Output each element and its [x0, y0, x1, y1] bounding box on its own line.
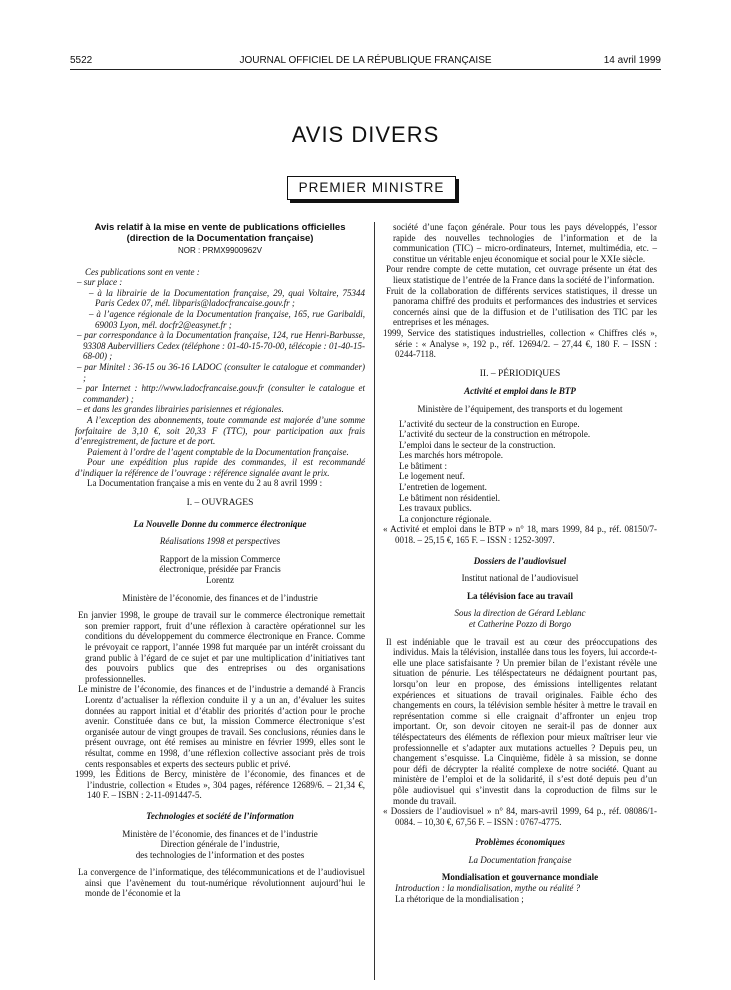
- para-pour-rendre: Pour rendre compte de cette mutation, cet ouvrage présente un état des lieux statistique de l’entrée de la France dans la société de l’information.: [386, 264, 657, 285]
- ministere-economie: Ministère de l’économie, des finances et de l’industrie: [122, 592, 318, 603]
- reference-bercy: 1999, les Éditions de Bercy, ministère de l’économie, des finances et de l’industrie, collection « Etudes », 304 pages, référence 12689/6. – 21,34 €, 140 F. – ISBN : 2-11-091447-5.: [75, 769, 365, 801]
- right-column: [383, 222, 657, 904]
- list-item: Le bâtiment non résidentiel.: [399, 492, 500, 503]
- page-header: [0, 55, 731, 69]
- list-item: Le bâtiment :: [399, 460, 447, 471]
- btp-list: [383, 419, 657, 525]
- column-divider: [374, 222, 375, 980]
- header-rule: [70, 69, 661, 70]
- heading-technologies: Technologies et société de l’information: [146, 810, 294, 821]
- heading-dossiers: Dossiers de l’audiovisuel: [473, 555, 567, 566]
- list-item: L’activité du secteur de la construction en métropole.: [399, 429, 591, 440]
- section-periodiques: II. – PÉRIODIQUES: [479, 368, 561, 379]
- intro-mondialisation: Introduction : la mondialisation, mythe ou réalité ?: [395, 883, 581, 894]
- list-item: Le logement neuf.: [399, 471, 465, 482]
- bullet-librairie: – à la librairie de la Documentation française, 29, quai Voltaire, 75344 Paris Cedex 07, mél. libparis@ladocfrancaise.gouv.fr ;: [89, 287, 365, 309]
- para-expedition: Pour une expédition plus rapide des commandes, il est recommandé d’indiquer la référence de l’ouvrage : référence signalée avant le prix.: [75, 457, 365, 478]
- publisher-line: La Documentation française: [468, 854, 572, 865]
- avis-title: Avis relatif à la mise en vente de publications officielles (direction de la Documentation française): [94, 222, 346, 244]
- list-item: Les travaux publics.: [399, 503, 472, 514]
- heading-mondialisation: Mondialisation et gouvernance mondiale: [441, 872, 599, 883]
- list-item: L’entretien de logement.: [399, 482, 487, 493]
- nor-reference: NOR : PRMX9900962V: [177, 246, 263, 255]
- heading-nouvelle-donne: La Nouvelle Donne du commerce électronique: [133, 518, 307, 529]
- subheading-realisations: Réalisations 1998 et perspectives: [159, 536, 281, 547]
- bullet-sur-place: – sur place :: [77, 277, 123, 288]
- bullet-internet: – par Internet : http://www.ladocfrancaise.gouv.fr (consulter le catalogue et commander) ;: [77, 383, 365, 404]
- ministry-box: PREMIER MINISTRE: [287, 176, 456, 200]
- reference-btp: « Activité et emploi dans le BTP » n° 18, mars 1999, 84 p., réf. 08150/7-0018. – 25,15 €, 165 F. – ISSN : 1252-3097.: [383, 524, 657, 546]
- reference-dossiers: « Dossiers de l’audiovisuel » n° 84, mars-avril 1999, 64 p., réf. 08086/1-0084. – 10,30 €, 67,56 F. – ISSN : 0767-4775.: [383, 806, 657, 827]
- institut-line: Institut national de l’audiovisuel: [461, 573, 579, 584]
- page-title: AVIS DIVERS: [291, 122, 440, 147]
- bullet-librairies: – et dans les grandes librairies parisiennes et régionales.: [77, 404, 284, 415]
- list-item: L’activité du secteur de la construction en Europe.: [399, 418, 580, 429]
- journal-title: JOURNAL OFFICIEL DE LA RÉPUBLIQUE FRANÇAISE: [239, 55, 492, 66]
- para-fruit: Fruit de la collaboration de différents services statistiques, il dresse un panorama chiffré des produits et performances des industries et services concernés ainsi que de la diffusion et de l’utilisation des TIC par les entreprises et les ménages.: [386, 285, 657, 328]
- bullet-agence: – à l’agence régionale de la Documentation française, 165, rue Garibaldi, 69003 Lyon, mél. docfr2@easynet.fr ;: [89, 308, 365, 330]
- ministere-line-2: Direction générale de l’industrie,: [160, 839, 280, 850]
- ministere-equipement: Ministère de l’équipement, des transports et du logement: [417, 403, 623, 414]
- issue-date: 14 avril 1999: [603, 55, 661, 66]
- reference-chiffres-cles: 1999, Service des statistiques industrielles, collection « Chiffres clés », série : « Analyse », 192 p., réf. 12694/2. – 27,44 €, 180 F. – ISSN : 0244-7118.: [383, 327, 657, 360]
- para-exception: A l’exception des abonnements, toute commande est majorée d’une somme forfaitaire de 3,10 €, soit 20,33 F (TTC), pour participation aux frais d’enregistrement, de facture et de port.: [75, 414, 365, 447]
- para-mise-en-vente: La Documentation française a mis en vente du 2 au 8 avril 1999 :: [87, 478, 323, 489]
- heading-television: La télévision face au travail: [467, 590, 573, 601]
- heading-problemes: Problèmes économiques: [475, 837, 565, 848]
- para-continuation: société d’une façon générale. Pour tous les pays développés, l’essor rapide des nouvelles technologies de l’information et de la communication (TIC) – micro-ordinateurs, Internet, multimédia, etc. – constitue un véritable enjeu économique et social pour le XXIe siècle.: [393, 222, 657, 264]
- para-il-est: Il est indéniable que le travail est au cœur des préoccupations des individus. Mais la télévision, installée dans tous les foyers, lui accorde-t-elle une place satisfaisante ? Un premier bilan de l’existant révèle une situation de pénurie. Les téléspectateurs ne dédaignent pourtant pas, lorsqu’on leur en propose, des émissions intelligentes relatant expériences et situations de travail originales. Faible écho des changements en cours, la télévision semble hésiter à mettre le travail en représentation comme si elle craignait d’affronter un enjeu trop important. Or, son devoir citoyen ne serait-il pas de donner aux téléspectateurs des éléments de réflexion pour mieux maîtriser leur vie professionnelle et s’adapter aux mutations actuelles ? Depuis peu, un changement s’esquisse. La Cinquième, fidèle à sa mission, se donne pour défi de décrypter la réalité complexe de notre société. Quant au ministère de l’emploi et de la solidarité, il s’est doté depuis peu d’un pôle audiovisuel qui s’investit dans la coproduction de films sur le monde du travail.: [386, 636, 657, 806]
- direction-line-2: et Catherine Pozzo di Borgo: [468, 619, 572, 629]
- section-ouvrages: I. – OUVRAGES: [186, 498, 254, 509]
- left-column: [75, 222, 365, 899]
- intro-line: Ces publications sont en vente :: [85, 266, 200, 277]
- para-ministre: Le ministre de l’économie, des finances et de l’industrie a demandé à Francis Lorentz d’actualiser la réflexion conduite il y a un an, d’évaluer les suites données au rapport initial et d’établir des priorités d’action pour le proche avenir. Constituée dans ce but, la mission Commerce électronique s’est organisée autour de vingt groupes de travail. Ses conclusions, réunies dans le présent ouvrage, ont été remises au ministre en février 1999, elles sont le résultat, comme en 1998, d’une réflexion collective associant près de trois cents responsables et experts des secteurs public et privé.: [78, 684, 365, 769]
- list-item: La conjoncture régionale.: [399, 513, 492, 524]
- ministere-line-1: Ministère de l’économie, des finances et de l’industrie: [122, 828, 318, 839]
- ministere-line-3: des technologies de l’information et des postes: [135, 849, 305, 860]
- direction-line-1: Sous la direction de Gérard Leblanc: [454, 608, 586, 619]
- para-janvier: En janvier 1998, le groupe de travail sur le commerce électronique remettait son premier rapport, fruit d’une réflexion à caractère opérationnel sur les conditions du développement du commerce électronique en France. Comme le prévoyait ce rapport, l’année 1998 fut marquée par un intérêt croissant du grand public à l’égard de ce sujet et par une multiplication d’initiatives tant des pouvoirs publics que des entreprises ou des organisations professionnelles.: [78, 610, 365, 684]
- rhetorique-line: La rhétorique de la mondialisation ;: [395, 893, 524, 904]
- bullet-minitel: – par Minitel : 36-15 ou 36-16 LADOC (consulter le catalogue et commander) ;: [77, 361, 365, 383]
- list-item: Les marchés hors métropole.: [399, 450, 503, 461]
- list-item: L’emploi dans le secteur de la construction.: [399, 439, 556, 450]
- para-convergence: La convergence de l’informatique, des télécommunications et de l’audiovisuel ainsi que l’avènement du tout-numérique révolutionnent aujourd’hui le monde de l’économie et la: [78, 867, 365, 899]
- para-paiement: Paiement à l’ordre de l’agent comptable de la Documentation française.: [87, 446, 349, 457]
- bullet-correspondance: – par correspondance à la Documentation française, 124, rue Henri-Barbusse, 93308 Aubervilliers Cedex (téléphone : 01-40-15-70-00, télécopie : 01-40-15-68-00) ;: [77, 330, 365, 362]
- heading-btp: Activité et emploi dans le BTP: [464, 386, 576, 397]
- page-number: 5522: [70, 55, 93, 66]
- rapport-line: Rapport de la mission Commerce électronique, présidée par Francis Lorentz: [159, 553, 281, 586]
